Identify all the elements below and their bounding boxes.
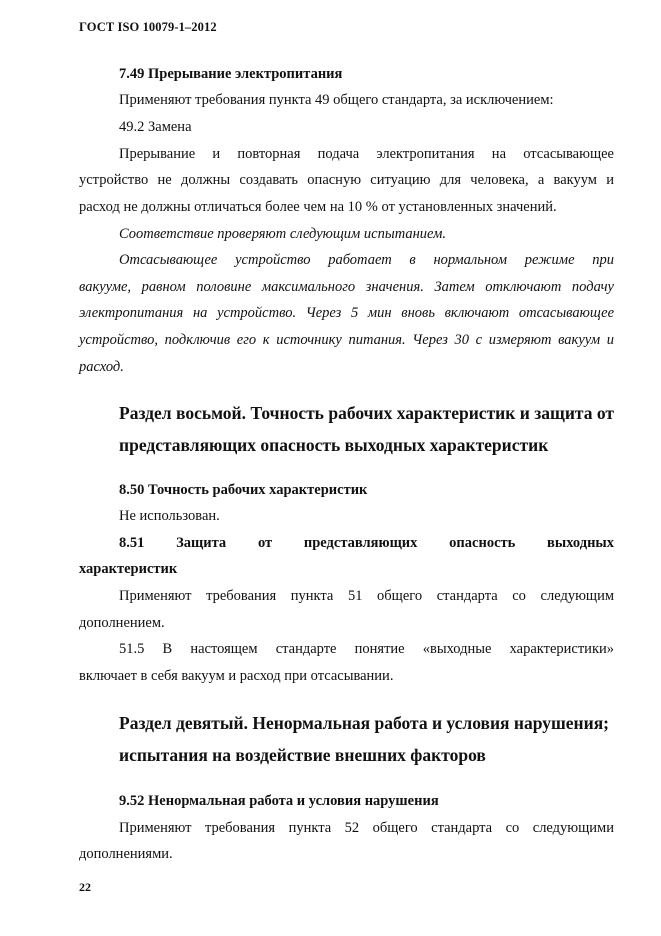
paragraph-line: дополнениями. (79, 846, 173, 862)
paragraph-line: Применяют требования пункта 49 общего стандарта, за исключением: (119, 92, 554, 108)
clause-heading-8-50: 8.50 Точность рабочих характеристик (119, 482, 368, 498)
section-heading-8: Раздел восьмой. Точность рабочих характеристик и защита от (119, 403, 614, 423)
page-number: 22 (79, 880, 91, 894)
test-procedure-line: устройство, подключив его к источнику питания. Через 30 с измеряют вакуум и (79, 332, 614, 348)
paragraph-line: Прерывание и повторная подача электропитания на отсасывающее (119, 146, 614, 162)
paragraph-line: 51.5 В настоящем стандарте понятие «выходные характеристики» (119, 641, 614, 657)
section-heading-8: представляющих опасность выходных характеристик (119, 435, 549, 455)
paragraph-line: Применяют требования пункта 52 общего стандарта со следующими (119, 820, 614, 836)
subclause-heading: 49.2 Замена (119, 119, 192, 135)
clause-heading-7-49: 7.49 Прерывание электропитания (119, 66, 343, 82)
test-procedure-line: электропитания на устройство. Через 5 мин вновь включают отсасывающее (79, 305, 614, 321)
section-heading-9: Раздел девятый. Ненормальная работа и условия нарушения; (119, 713, 609, 733)
test-procedure-line: расход. (79, 359, 124, 375)
paragraph-line: дополнением. (79, 615, 165, 631)
paragraph-line: расход не должны отличаться более чем на 10 % от установленных значений. (79, 199, 557, 215)
clause-heading-8-51: характеристик (79, 561, 178, 577)
paragraph-line: включает в себя вакуум и расход при отсасывании. (79, 668, 394, 684)
clause-heading-9-52: 9.52 Ненормальная работа и условия нарушения (119, 793, 439, 809)
document-header: ГОСТ ISO 10079-1–2012 (79, 20, 217, 34)
paragraph-line: устройство не должны создавать опасную ситуацию для человека, а вакуум и (79, 172, 614, 188)
section-heading-9: испытания на воздействие внешних факторов (119, 745, 486, 765)
paragraph-line: Не использован. (119, 508, 220, 524)
clause-heading-8-51: 8.51 Защита от представляющих опасность выходных (119, 535, 614, 551)
compliance-line: Соответствие проверяют следующим испытанием. (119, 226, 446, 242)
paragraph-line: Применяют требования пункта 51 общего стандарта со следующим (119, 588, 614, 604)
test-procedure-line: вакууме, равном половине максимального значения. Затем отключают подачу (79, 279, 614, 295)
test-procedure-line: Отсасывающее устройство работает в нормальном режиме при (119, 252, 614, 268)
